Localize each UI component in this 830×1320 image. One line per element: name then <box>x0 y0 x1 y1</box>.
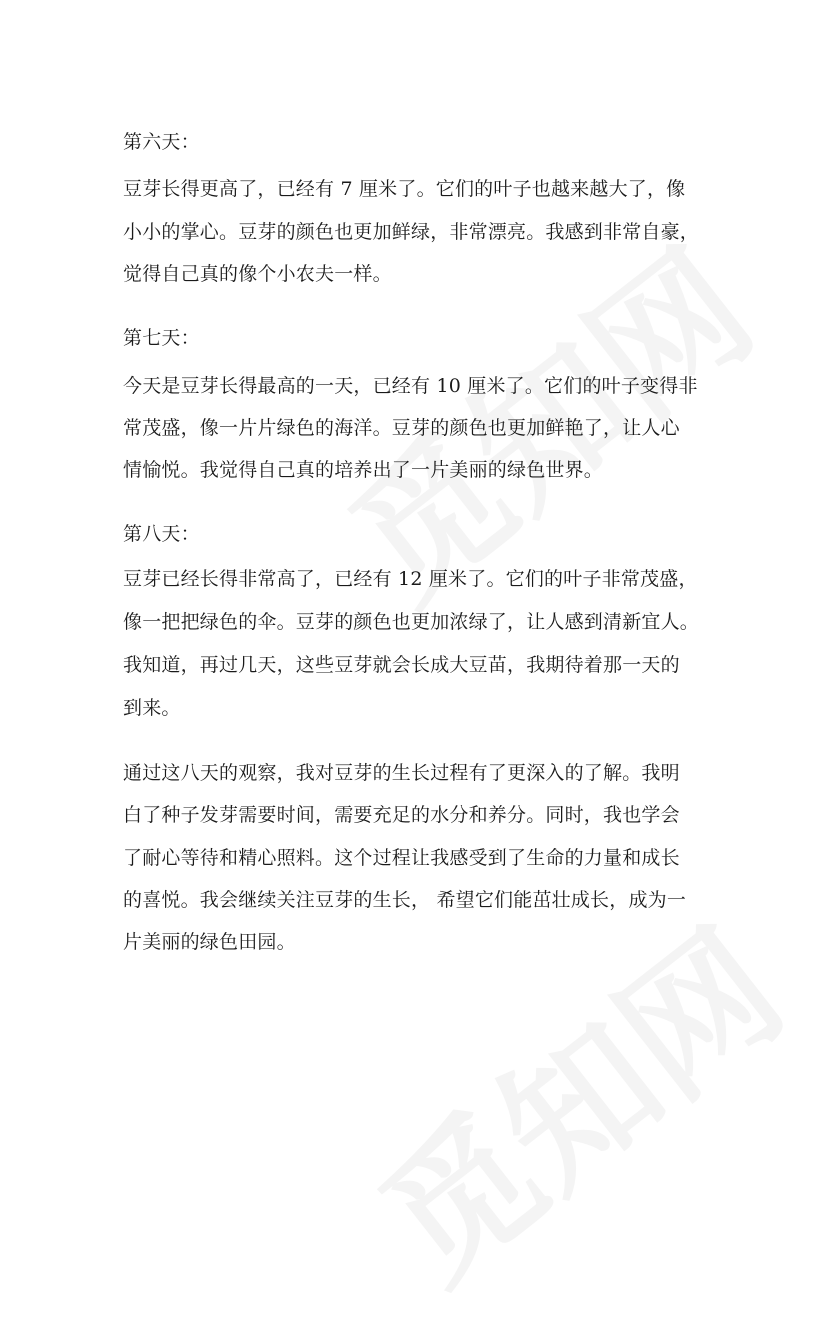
day8-heading: 第八天： <box>123 523 200 545</box>
day8-line-3: 我知道，再过几天，这些豆芽就会长成大豆苗，我期待着那一天的 <box>123 654 680 676</box>
day6-line-1: 豆芽长得更高了，已经有 7 厘米了。它们的叶子也越来越大了，像 <box>123 178 686 200</box>
day8-line-1: 豆芽已经长得非常高了，已经有 12 厘米了。它们的叶子非常茂盛， <box>123 568 698 590</box>
day6-line-3: 觉得自己真的像个小农夫一样。 <box>123 263 392 285</box>
day7-line-1: 今天是豆芽长得最高的一天，已经有 10 厘米了。它们的叶子变得非 <box>123 375 698 397</box>
conclusion-line-3: 了耐心等待和精心照料。这个过程让我感受到了生命的力量和成长 <box>123 847 680 869</box>
day8-line-2: 像一把把绿色的伞。豆芽的颜色也更加浓绿了，让人感到清新宜人。 <box>123 611 700 633</box>
conclusion-line-1: 通过这八天的观察，我对豆芽的生长过程有了更深入的了解。我明 <box>123 762 680 784</box>
conclusion-line-4: 的喜悦。我会继续关注豆芽的生长， 希望它们能茁壮成长，成为一 <box>123 889 687 911</box>
day6-heading: 第六天： <box>123 131 200 153</box>
conclusion-line-2: 白了种子发芽需要时间，需要充足的水分和养分。同时，我也学会 <box>123 804 680 826</box>
day6-line-2: 小小的掌心。豆芽的颜色也更加鲜绿，非常漂亮。我感到非常自豪， <box>123 221 700 243</box>
day7-heading: 第七天： <box>123 327 200 349</box>
day7-line-2: 常茂盛，像一片片绿色的海洋。豆芽的颜色也更加鲜艳了，让人心 <box>123 417 680 439</box>
day8-line-4: 到来。 <box>123 697 181 719</box>
conclusion-line-5: 片美丽的绿色田园。 <box>123 931 296 953</box>
watermark-bottom <box>330 873 818 1320</box>
day7-line-3: 情愉悦。我觉得自己真的培养出了一片美丽的绿色世界。 <box>123 459 604 481</box>
